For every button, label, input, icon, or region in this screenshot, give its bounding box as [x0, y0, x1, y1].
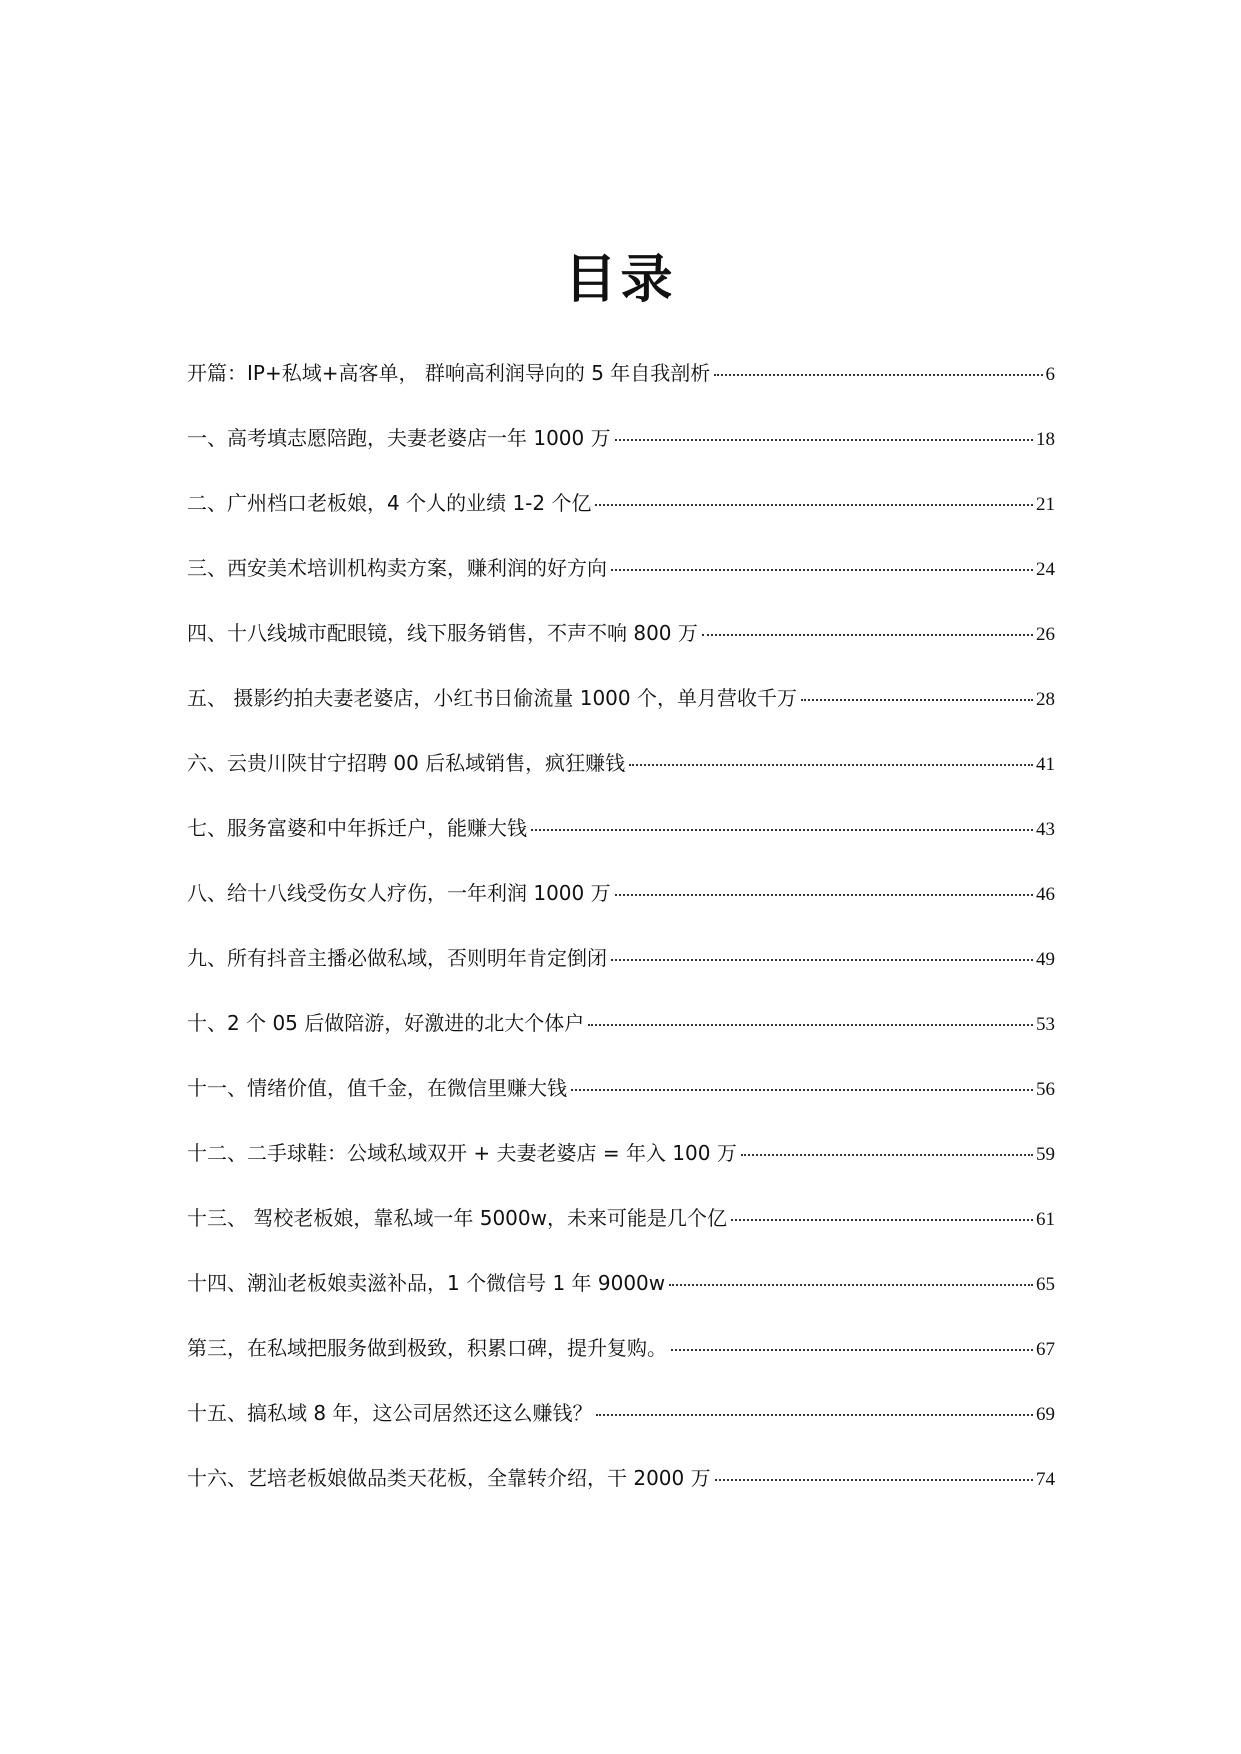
- toc-page-number: 49: [1036, 949, 1055, 970]
- toc-page-number: 6: [1045, 364, 1055, 385]
- toc-dot-leader: [611, 569, 1033, 571]
- toc-entry-title: 八、给十八线受伤女人疗伤，一年利润 1000 万: [187, 881, 611, 905]
- toc-page-number: 74: [1036, 1469, 1055, 1490]
- toc-entry[interactable]: [187, 1070, 1055, 1135]
- toc-page-number: 56: [1036, 1079, 1055, 1100]
- toc-page-number: 24: [1036, 559, 1055, 580]
- toc-dot-leader: [629, 764, 1033, 766]
- toc-entry[interactable]: [187, 875, 1055, 940]
- toc-entry-title: 开篇：IP+私域+高客单， 群响高利润导向的 5 年自我剖析: [187, 361, 711, 385]
- toc-entry-title: 七、服务富婆和中年拆迁户，能赚大钱: [187, 816, 527, 840]
- toc-entry-title: 四、十八线城市配眼镜，线下服务销售，不声不响 800 万: [187, 621, 698, 645]
- toc-entry-title: 十三、 驾校老板娘，靠私域一年 5000w，未来可能是几个亿: [187, 1206, 727, 1230]
- toc-entry[interactable]: [187, 1135, 1055, 1200]
- toc-dot-leader: [801, 699, 1033, 701]
- toc-entry-title: 十四、潮汕老板娘卖滋补品，1 个微信号 1 年 9000w: [187, 1271, 666, 1295]
- toc-dot-leader: [741, 1154, 1033, 1156]
- toc-entry-title: 一、高考填志愿陪跑，夫妻老婆店一年 1000 万: [187, 426, 611, 450]
- toc-dot-leader: [731, 1219, 1033, 1221]
- toc-page-number: 28: [1036, 689, 1055, 710]
- toc-entry-title: 九、所有抖音主播必做私域，否则明年肯定倒闭: [187, 946, 607, 970]
- toc-page-number: 21: [1036, 494, 1055, 515]
- toc-entry[interactable]: [187, 1330, 1055, 1395]
- toc-entry[interactable]: [187, 1005, 1055, 1070]
- toc-entry-title: 十二、二手球鞋：公域私域双开 + 夫妻老婆店 = 年入 100 万: [187, 1141, 737, 1165]
- toc-entry-title: 十六、艺培老板娘做品类天花板，全靠转介绍，干 2000 万: [187, 1466, 711, 1490]
- toc-entry[interactable]: [187, 680, 1055, 745]
- toc-dot-leader: [588, 1024, 1033, 1026]
- toc-page-number: 26: [1036, 624, 1055, 645]
- toc-entry-title: 二、广州档口老板娘，4 个人的业绩 1-2 个亿: [187, 491, 592, 515]
- toc-page-number: 61: [1036, 1209, 1055, 1230]
- toc-entry[interactable]: [187, 485, 1055, 550]
- toc-dot-leader: [702, 634, 1033, 636]
- toc-page-number: 65: [1036, 1274, 1055, 1295]
- toc-page-number: 46: [1036, 884, 1055, 905]
- toc-dot-leader: [531, 829, 1033, 831]
- page-title: 目录: [564, 250, 677, 310]
- toc-entry-title: 五、 摄影约拍夫妻老婆店，小红书日偷流量 1000 个，单月营收千万: [187, 686, 797, 710]
- toc-page-number: 43: [1036, 819, 1055, 840]
- toc-entry-title: 十、2 个 05 后做陪游，好激进的北大个体户: [187, 1011, 585, 1035]
- toc-dot-leader: [596, 1414, 1033, 1416]
- toc-entry[interactable]: [187, 1265, 1055, 1330]
- table-of-contents: [187, 355, 1055, 1525]
- toc-entry[interactable]: [187, 615, 1055, 680]
- toc-dot-leader: [595, 504, 1033, 506]
- toc-page-number: 53: [1036, 1014, 1055, 1035]
- toc-dot-leader: [615, 894, 1033, 896]
- toc-dot-leader: [571, 1089, 1033, 1091]
- toc-page-number: 59: [1036, 1144, 1055, 1165]
- toc-page-number: 18: [1036, 429, 1055, 450]
- toc-dot-leader: [611, 959, 1033, 961]
- toc-entry-title: 三、西安美术培训机构卖方案，赚利润的好方向: [187, 556, 607, 580]
- toc-entry-title: 十五、搞私域 8 年，这公司居然还这么赚钱？: [187, 1401, 593, 1425]
- toc-entry[interactable]: [187, 745, 1055, 810]
- toc-entry[interactable]: [187, 810, 1055, 875]
- toc-entry[interactable]: [187, 355, 1055, 420]
- toc-page-number: 67: [1036, 1339, 1055, 1360]
- toc-dot-leader: [669, 1284, 1033, 1286]
- toc-entry-title: 十一、情绪价值，值千金，在微信里赚大钱: [187, 1076, 567, 1100]
- toc-entry[interactable]: [187, 1460, 1055, 1525]
- toc-entry[interactable]: [187, 550, 1055, 615]
- toc-entry[interactable]: [187, 1200, 1055, 1265]
- toc-entry[interactable]: [187, 940, 1055, 1005]
- toc-entry[interactable]: [187, 420, 1055, 485]
- toc-entry-title: 第三，在私域把服务做到极致，积累口碑，提升复购。: [187, 1336, 667, 1360]
- toc-dot-leader: [715, 1479, 1033, 1481]
- toc-entry[interactable]: [187, 1395, 1055, 1460]
- toc-page-number: 41: [1036, 754, 1055, 775]
- toc-dot-leader: [671, 1349, 1033, 1351]
- toc-dot-leader: [714, 374, 1042, 376]
- toc-dot-leader: [615, 439, 1033, 441]
- toc-entry-title: 六、云贵川陕甘宁招聘 00 后私域销售，疯狂赚钱: [187, 751, 626, 775]
- toc-page-number: 69: [1036, 1404, 1055, 1425]
